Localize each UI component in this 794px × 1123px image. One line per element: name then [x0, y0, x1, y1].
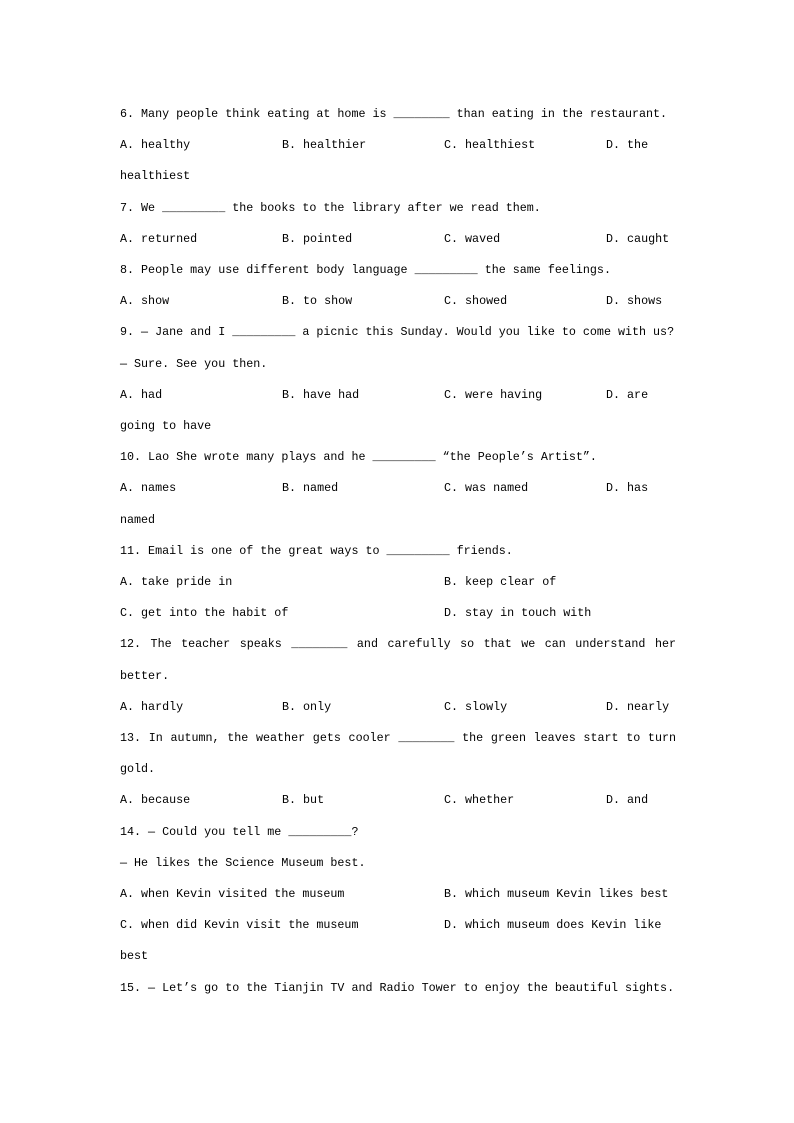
answer-option: B. which museum Kevin likes best: [444, 887, 669, 902]
answer-option: A. because: [120, 793, 191, 808]
options-row: [120, 130, 676, 192]
question-stem: 10. Lao She wrote many plays and he _________ “the People’s Artist”.: [120, 450, 597, 465]
answer-option: B. have had: [282, 387, 360, 402]
answer-option: B. pointed: [282, 231, 353, 246]
dialogue-line: — He likes the Science Museum best.: [120, 855, 366, 870]
answer-option: B. but: [282, 793, 325, 808]
options-row: [120, 380, 676, 442]
answer-option: B. to show: [282, 294, 353, 309]
answer-option: A. returned: [120, 231, 198, 246]
answer-option: A. had: [120, 387, 163, 402]
answer-option: D. which museum does Kevin like best: [120, 918, 662, 964]
options-row: [120, 598, 676, 629]
options-row: [120, 910, 676, 972]
answer-option: A. take pride in: [120, 575, 233, 590]
exam-document: [120, 99, 676, 1004]
answer-option: D. stay in touch with: [444, 606, 592, 621]
answer-option: C. was named: [444, 481, 529, 496]
answer-option: A. hardly: [120, 699, 184, 714]
options-row: [120, 879, 676, 910]
answer-option: B. only: [282, 699, 332, 714]
question-stem: 13. In autumn, the weather gets cooler ________ the green leaves start to turn gold.: [120, 731, 676, 777]
answer-option: C. get into the habit of: [120, 606, 289, 621]
answer-option: A. names: [120, 481, 177, 496]
answer-option: D. and: [606, 793, 649, 808]
answer-option: D. shows: [606, 294, 663, 309]
answer-option: C. when did Kevin visit the museum: [120, 918, 359, 933]
answer-option: B. keep clear of: [444, 575, 557, 590]
options-row: [120, 692, 676, 723]
answer-option: D. has named: [120, 481, 649, 527]
answer-option: A. healthy: [120, 138, 191, 153]
question-stem: 14. — Could you tell me _________?: [120, 824, 359, 839]
options-row: [120, 567, 676, 598]
question-stem: 12. The teacher speaks ________ and carefully so that we can understand her better.: [120, 637, 676, 683]
answer-option: C. showed: [444, 294, 508, 309]
answer-option: D. the healthiest: [120, 138, 649, 184]
answer-option: A. when Kevin visited the museum: [120, 887, 345, 902]
options-row: [120, 473, 676, 535]
answer-option: B. healthier: [282, 138, 367, 153]
answer-option: B. named: [282, 481, 339, 496]
answer-option: C. waved: [444, 231, 501, 246]
question-stem: 15. — Let’s go to the Tianjin TV and Radio Tower to enjoy the beautiful sights.: [120, 980, 675, 995]
question-stem: 7. We _________ the books to the library after we read them.: [120, 200, 541, 215]
question-stem: 11. Email is one of the great ways to _________ friends.: [120, 543, 513, 558]
dialogue-line: — Sure. See you then.: [120, 356, 268, 371]
answer-option: D. are going to have: [120, 387, 649, 434]
options-row: [120, 286, 676, 317]
question-stem: 6. Many people think eating at home is ________ than eating in the restaurant.: [120, 107, 668, 121]
answer-option: C. were having: [444, 387, 543, 402]
options-row: [120, 224, 676, 255]
options-row: [120, 785, 676, 816]
answer-option: A. show: [120, 294, 170, 309]
answer-option: D. nearly: [606, 699, 670, 714]
answer-option: C. healthiest: [444, 138, 536, 153]
answer-option: D. caught: [606, 231, 670, 246]
answer-option: C. slowly: [444, 699, 508, 714]
answer-option: C. whether: [444, 793, 515, 808]
question-stem: 8. People may use different body language _________ the same feelings.: [120, 263, 611, 278]
question-stem: 9. — Jane and I _________ a picnic this Sunday. Would you like to come with us?: [120, 325, 675, 340]
